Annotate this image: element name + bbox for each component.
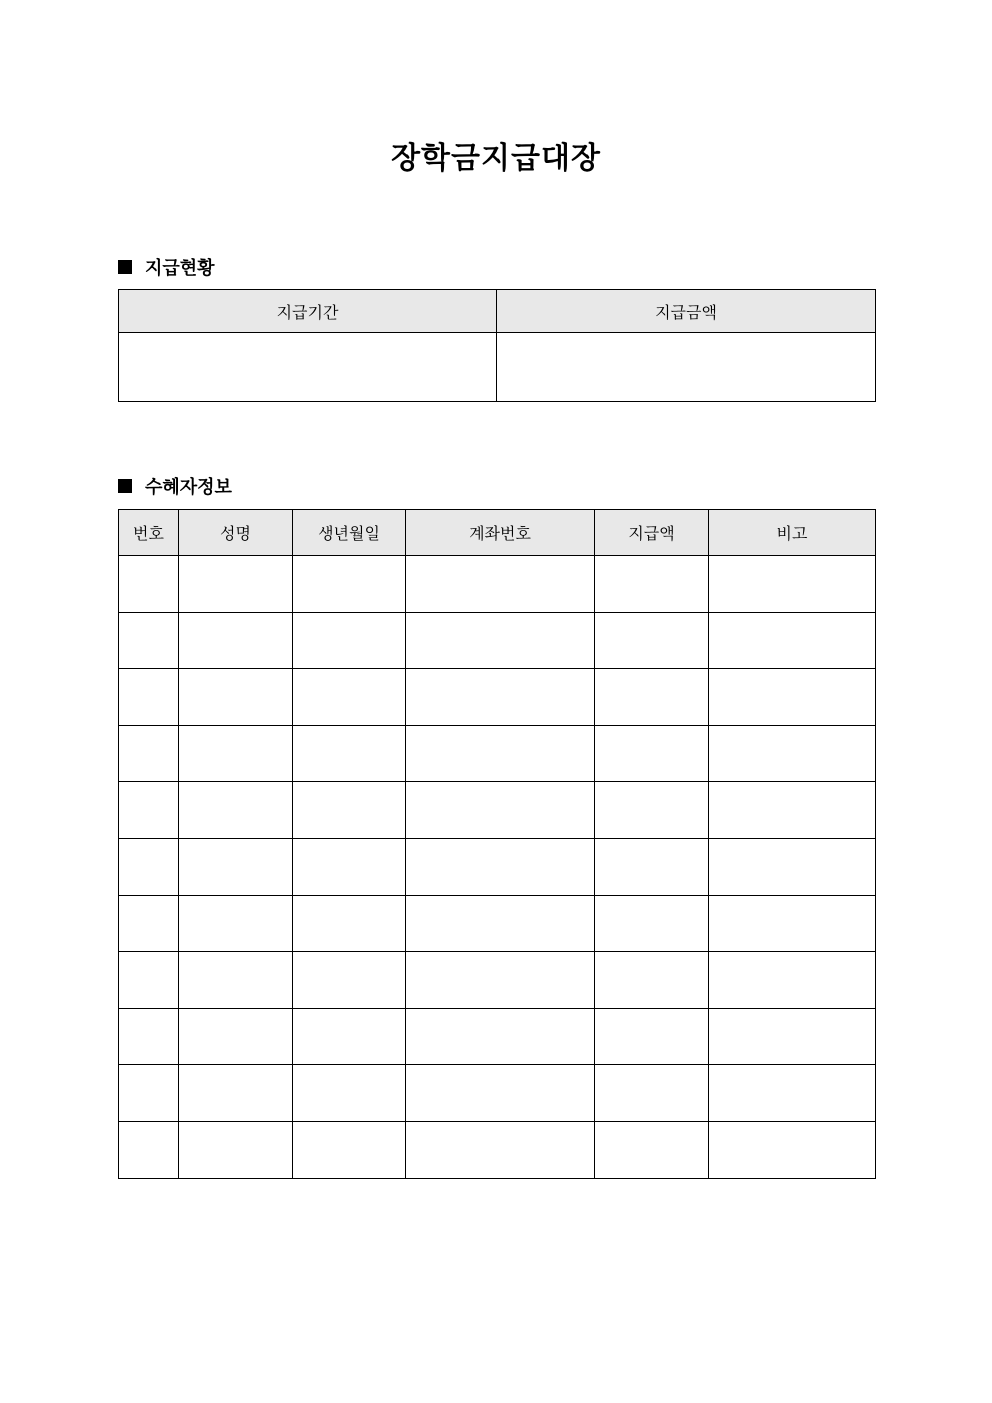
column-header-payment-period: 지급기간 [119,290,497,333]
birthdate-cell[interactable] [293,1008,406,1065]
table-row [119,333,876,402]
name-cell[interactable] [179,838,293,895]
name-cell[interactable] [179,556,293,613]
number-cell[interactable] [119,838,179,895]
account-number-cell[interactable] [406,782,595,839]
number-cell[interactable] [119,725,179,782]
column-header-payment-amount: 지급금액 [497,290,876,333]
column-header-account-number: 계좌번호 [406,510,595,556]
name-cell[interactable] [179,895,293,952]
number-cell[interactable] [119,612,179,669]
birthdate-cell[interactable] [293,669,406,726]
payment-cell[interactable] [595,1008,709,1065]
payment-cell[interactable] [595,952,709,1009]
remarks-cell[interactable] [709,1121,876,1178]
remarks-cell[interactable] [709,1008,876,1065]
payment-cell[interactable] [595,669,709,726]
table-row [119,612,876,669]
payment-period-cell[interactable] [119,333,497,402]
remarks-cell[interactable] [709,612,876,669]
account-number-cell[interactable] [406,725,595,782]
column-header-number: 번호 [119,510,179,556]
remarks-cell[interactable] [709,725,876,782]
table-row [119,1121,876,1178]
birthdate-cell[interactable] [293,782,406,839]
number-cell[interactable] [119,1065,179,1122]
table-header-row [119,290,876,333]
section-heading-label: 지급현황 [145,258,215,279]
recipient-info-table [118,509,876,1179]
payment-cell[interactable] [595,1065,709,1122]
table-row [119,895,876,952]
table-row [119,1065,876,1122]
birthdate-cell[interactable] [293,612,406,669]
black-square-icon [118,479,132,493]
remarks-cell[interactable] [709,669,876,726]
number-cell[interactable] [119,1008,179,1065]
birthdate-cell[interactable] [293,895,406,952]
number-cell[interactable] [119,669,179,726]
birthdate-cell[interactable] [293,838,406,895]
name-cell[interactable] [179,725,293,782]
remarks-cell[interactable] [709,782,876,839]
birthdate-cell[interactable] [293,1121,406,1178]
payment-amount-cell[interactable] [497,333,876,402]
account-number-cell[interactable] [406,612,595,669]
account-number-cell[interactable] [406,1008,595,1065]
table-row [119,1008,876,1065]
account-number-cell[interactable] [406,669,595,726]
remarks-cell[interactable] [709,1065,876,1122]
number-cell[interactable] [119,895,179,952]
remarks-cell[interactable] [709,838,876,895]
table-row [119,952,876,1009]
number-cell[interactable] [119,952,179,1009]
name-cell[interactable] [179,669,293,726]
payment-cell[interactable] [595,725,709,782]
payment-cell[interactable] [595,838,709,895]
account-number-cell[interactable] [406,556,595,613]
birthdate-cell[interactable] [293,1065,406,1122]
number-cell[interactable] [119,1121,179,1178]
table-row [119,838,876,895]
black-square-icon [118,260,132,274]
account-number-cell[interactable] [406,1065,595,1122]
birthdate-cell[interactable] [293,556,406,613]
name-cell[interactable] [179,1065,293,1122]
name-cell[interactable] [179,782,293,839]
section-heading-label: 수혜자정보 [145,477,232,498]
remarks-cell[interactable] [709,952,876,1009]
section-heading-payment-status [118,254,215,280]
column-header-birthdate: 생년월일 [293,510,406,556]
number-cell[interactable] [119,556,179,613]
name-cell[interactable] [179,1008,293,1065]
table-row [119,556,876,613]
column-header-remarks: 비고 [709,510,876,556]
table-row [119,782,876,839]
table-row [119,669,876,726]
account-number-cell[interactable] [406,952,595,1009]
document-title: 장학금지급대장 [391,141,601,176]
birthdate-cell[interactable] [293,952,406,1009]
table-header-row [119,510,876,556]
account-number-cell[interactable] [406,1121,595,1178]
payment-cell[interactable] [595,895,709,952]
section-heading-recipient-info [118,473,232,499]
payment-cell[interactable] [595,556,709,613]
column-header-name: 성명 [179,510,293,556]
remarks-cell[interactable] [709,556,876,613]
payment-status-table [118,289,876,402]
number-cell[interactable] [119,782,179,839]
name-cell[interactable] [179,1121,293,1178]
birthdate-cell[interactable] [293,725,406,782]
account-number-cell[interactable] [406,895,595,952]
payment-cell[interactable] [595,1121,709,1178]
column-header-payment: 지급액 [595,510,709,556]
name-cell[interactable] [179,952,293,1009]
table-row [119,725,876,782]
payment-cell[interactable] [595,782,709,839]
name-cell[interactable] [179,612,293,669]
account-number-cell[interactable] [406,838,595,895]
remarks-cell[interactable] [709,895,876,952]
payment-cell[interactable] [595,612,709,669]
